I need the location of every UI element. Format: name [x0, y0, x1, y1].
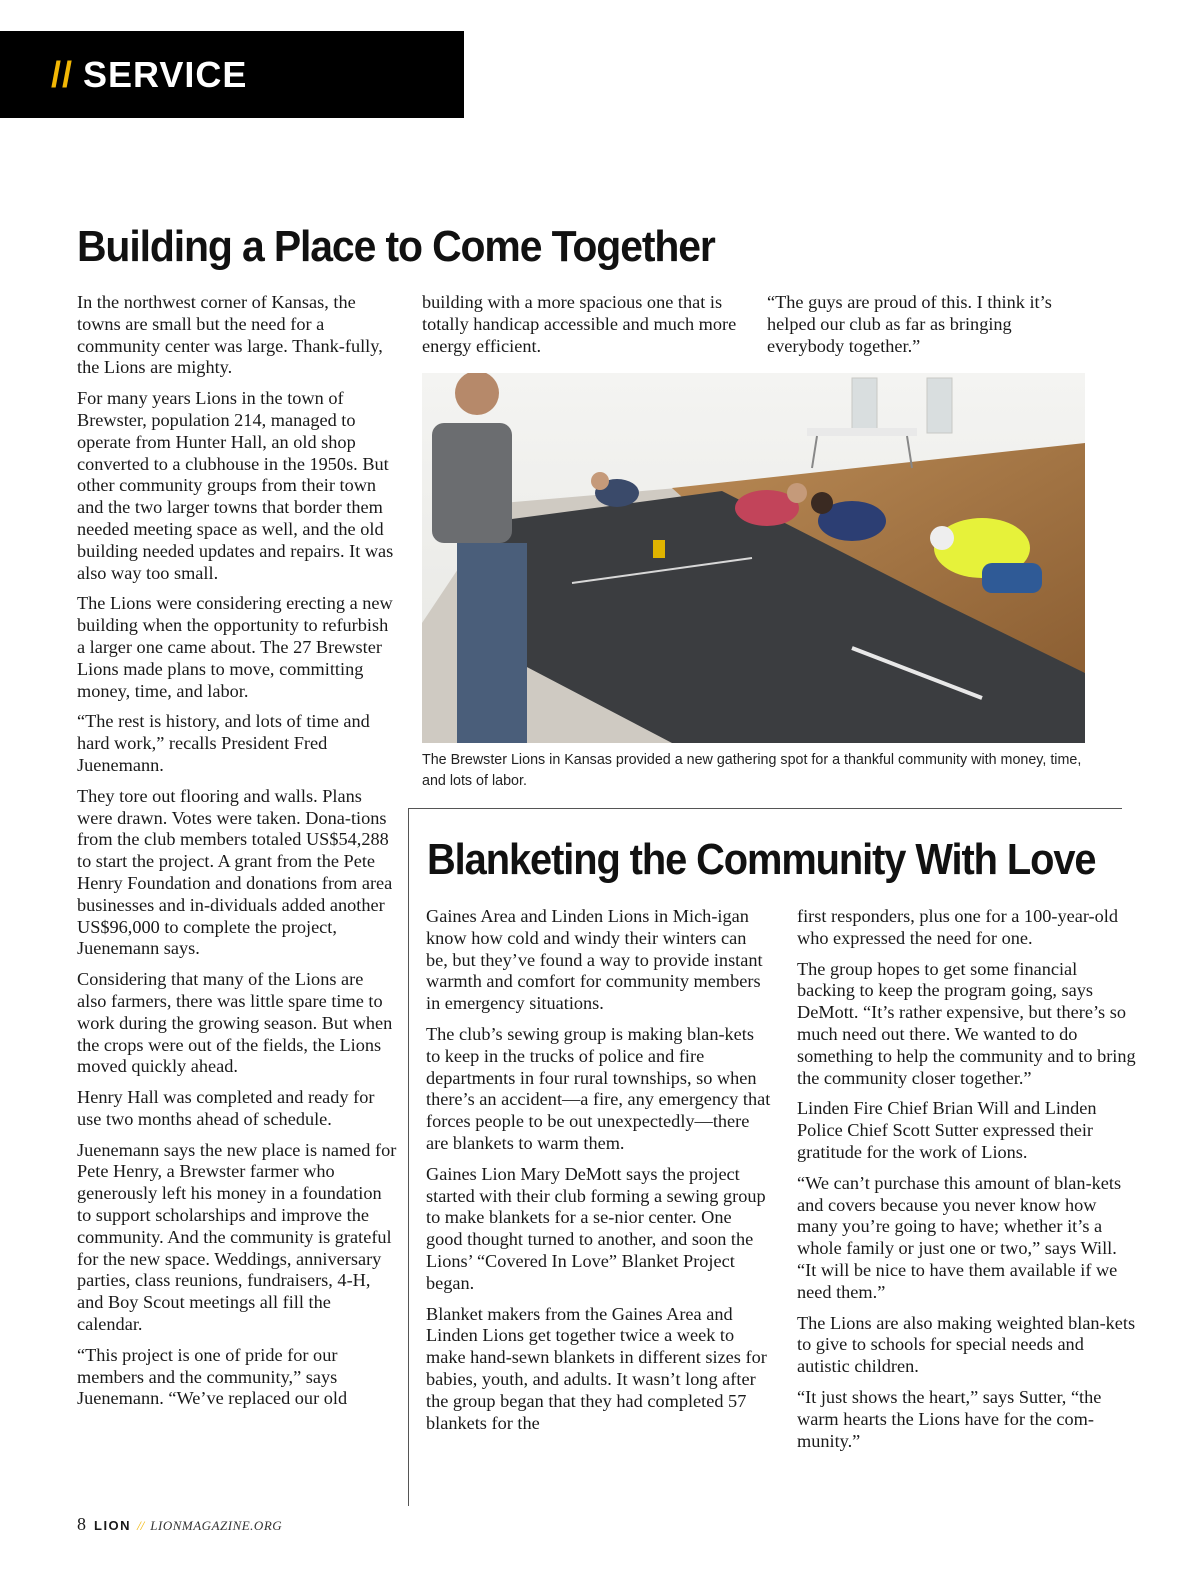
paragraph: Linden Fire Chief Brian Will and Linden Police Chief Scott Sutter expressed their gratitude for the work of Lions.: [797, 1098, 1097, 1162]
paragraph: In the northwest corner of Kansas, the towns are small but the need for a community center was large. Thank-fully, the Lions are mighty.: [77, 292, 383, 378]
paragraph: “It just shows the heart,” says Sutter, “the warm hearts the Lions have for the com-munity.”: [797, 1386, 1102, 1451]
paragraph: The Lions are also making weighted blan-kets to give to schools for special needs and autistic children.: [797, 1312, 1136, 1377]
photo-illustration: [422, 373, 1085, 743]
paragraph: Considering that many of the Lions are also farmers, there was little spare time to work during the growing season. But when the crops were out of the fields, the Lions moved quickly ahead.: [77, 969, 393, 1077]
page-footer: [77, 1514, 282, 1535]
paragraph: They tore out flooring and walls. Plans were drawn. Votes were taken. Dona-tions from the club members totaled US$54,288 to start the project. A grant from the Pete Henry Foundation and donations from area businesses and in-dividuals added another US$96,000 to complete the project, Juenemann says.: [77, 785, 393, 959]
paragraph: first responders, plus one for a 100-year-old who expressed the need for one.: [797, 906, 1118, 948]
lions-flooring-photo: [422, 373, 1085, 743]
page-number: 8: [77, 1514, 86, 1534]
paragraph: “This project is one of pride for our members and the community,” says Juenemann. “We’ve replaced our old: [77, 1344, 348, 1409]
paragraph: building with a more spacious one that is totally handicap accessible and much more energy efficient.: [422, 292, 737, 356]
article-title-blanketing: Blanketing the Community With Love: [427, 835, 1096, 884]
footer-brand: LION: [94, 1518, 132, 1533]
article2-column-2: [797, 906, 1137, 1461]
paragraph: Gaines Area and Linden Lions in Mich-igan know how cold and windy their winters can be, but they’ve found a way to provide instant warmth and comfort for community members in emergency situations.: [426, 906, 763, 1014]
paragraph: For many years Lions in the town of Brewster, population 214, managed to operate from Hunter Hall, an old shop converted to a clubhouse in the 1950s. But other community groups from their town and the two larger towns that border them needed meeting space as well, and the old building needed updates and repairs. It was also way too small.: [77, 388, 394, 583]
divider-horizontal: [408, 808, 1122, 809]
section-header: [0, 31, 464, 118]
paragraph: Henry Hall was completed and ready for use two months ahead of schedule.: [77, 1087, 375, 1129]
paragraph: Juenemann says the new place is named for Pete Henry, a Brewster farmer who generously left his money in a foundation to support scholarships and improve the community. And the community is grateful for the new space. Weddings, anniversary parties, class reunions, fundraisers, 4-H, and Boy Scout meetings all fill the calendar.: [77, 1139, 397, 1335]
paragraph: The club’s sewing group is making blan-kets to keep in the trucks of police and fire departments in four rural townships, so when there’s an accident—a fire, any emergency that forces people to be out unexpectedly—there are blankets to warm them.: [426, 1023, 771, 1153]
paragraph: The group hopes to get some financial backing to keep the program going, says DeMott. “It’s rather expensive, but there’s so much need out there. We wanted to do something to help the community and to bring the community closer together.”: [797, 958, 1136, 1088]
article2-column-1: [426, 906, 771, 1443]
article-title-building: Building a Place to Come Together: [77, 222, 715, 271]
paragraph: Gaines Lion Mary DeMott says the project started with their club forming a sewing group to make blankets for a se-nior center. One good thought turned to another, and soon the Lions’ “Covered In Love” Blanket Project began.: [426, 1163, 766, 1293]
article1-column-2: [422, 292, 747, 366]
paragraph: The Lions were considering erecting a new building when the opportunity to refurbish a larger one came about. The 27 Brewster Lions made plans to move, committing money, time, and labor.: [77, 593, 393, 701]
footer-site: LIONMAGAZINE.ORG: [150, 1518, 283, 1533]
article1-column-1: [77, 292, 397, 1419]
photo-caption: The Brewster Lions in Kansas provided a new gathering spot for a thankful community with money, time, and lots of labor.: [422, 752, 1082, 789]
article1-column-3: [767, 292, 1082, 366]
divider-vertical: [408, 808, 409, 1506]
paragraph: “The guys are proud of this. I think it’s helped our club as far as bringing everybody together.”: [767, 292, 1052, 356]
footer-separator: //: [137, 1518, 145, 1533]
paragraph: “The rest is history, and lots of time and hard work,” recalls President Fred Juenemann.: [77, 711, 370, 775]
paragraph: “We can’t purchase this amount of blan-kets and covers because you never know how many you’re going to have; whether it’s a whole family or just one or two,” says Will. “It will be nice to have them available if we need them.”: [797, 1172, 1122, 1302]
section-slash: //: [51, 54, 74, 95]
paragraph: Blanket makers from the Gaines Area and Linden Lions get together twice a week to make hand-sewn blankets in different sizes for babies, youth, and adults. It wasn’t long after the group began that they had completed 57 blankets for the: [426, 1303, 767, 1433]
section-label: SERVICE: [83, 54, 248, 95]
